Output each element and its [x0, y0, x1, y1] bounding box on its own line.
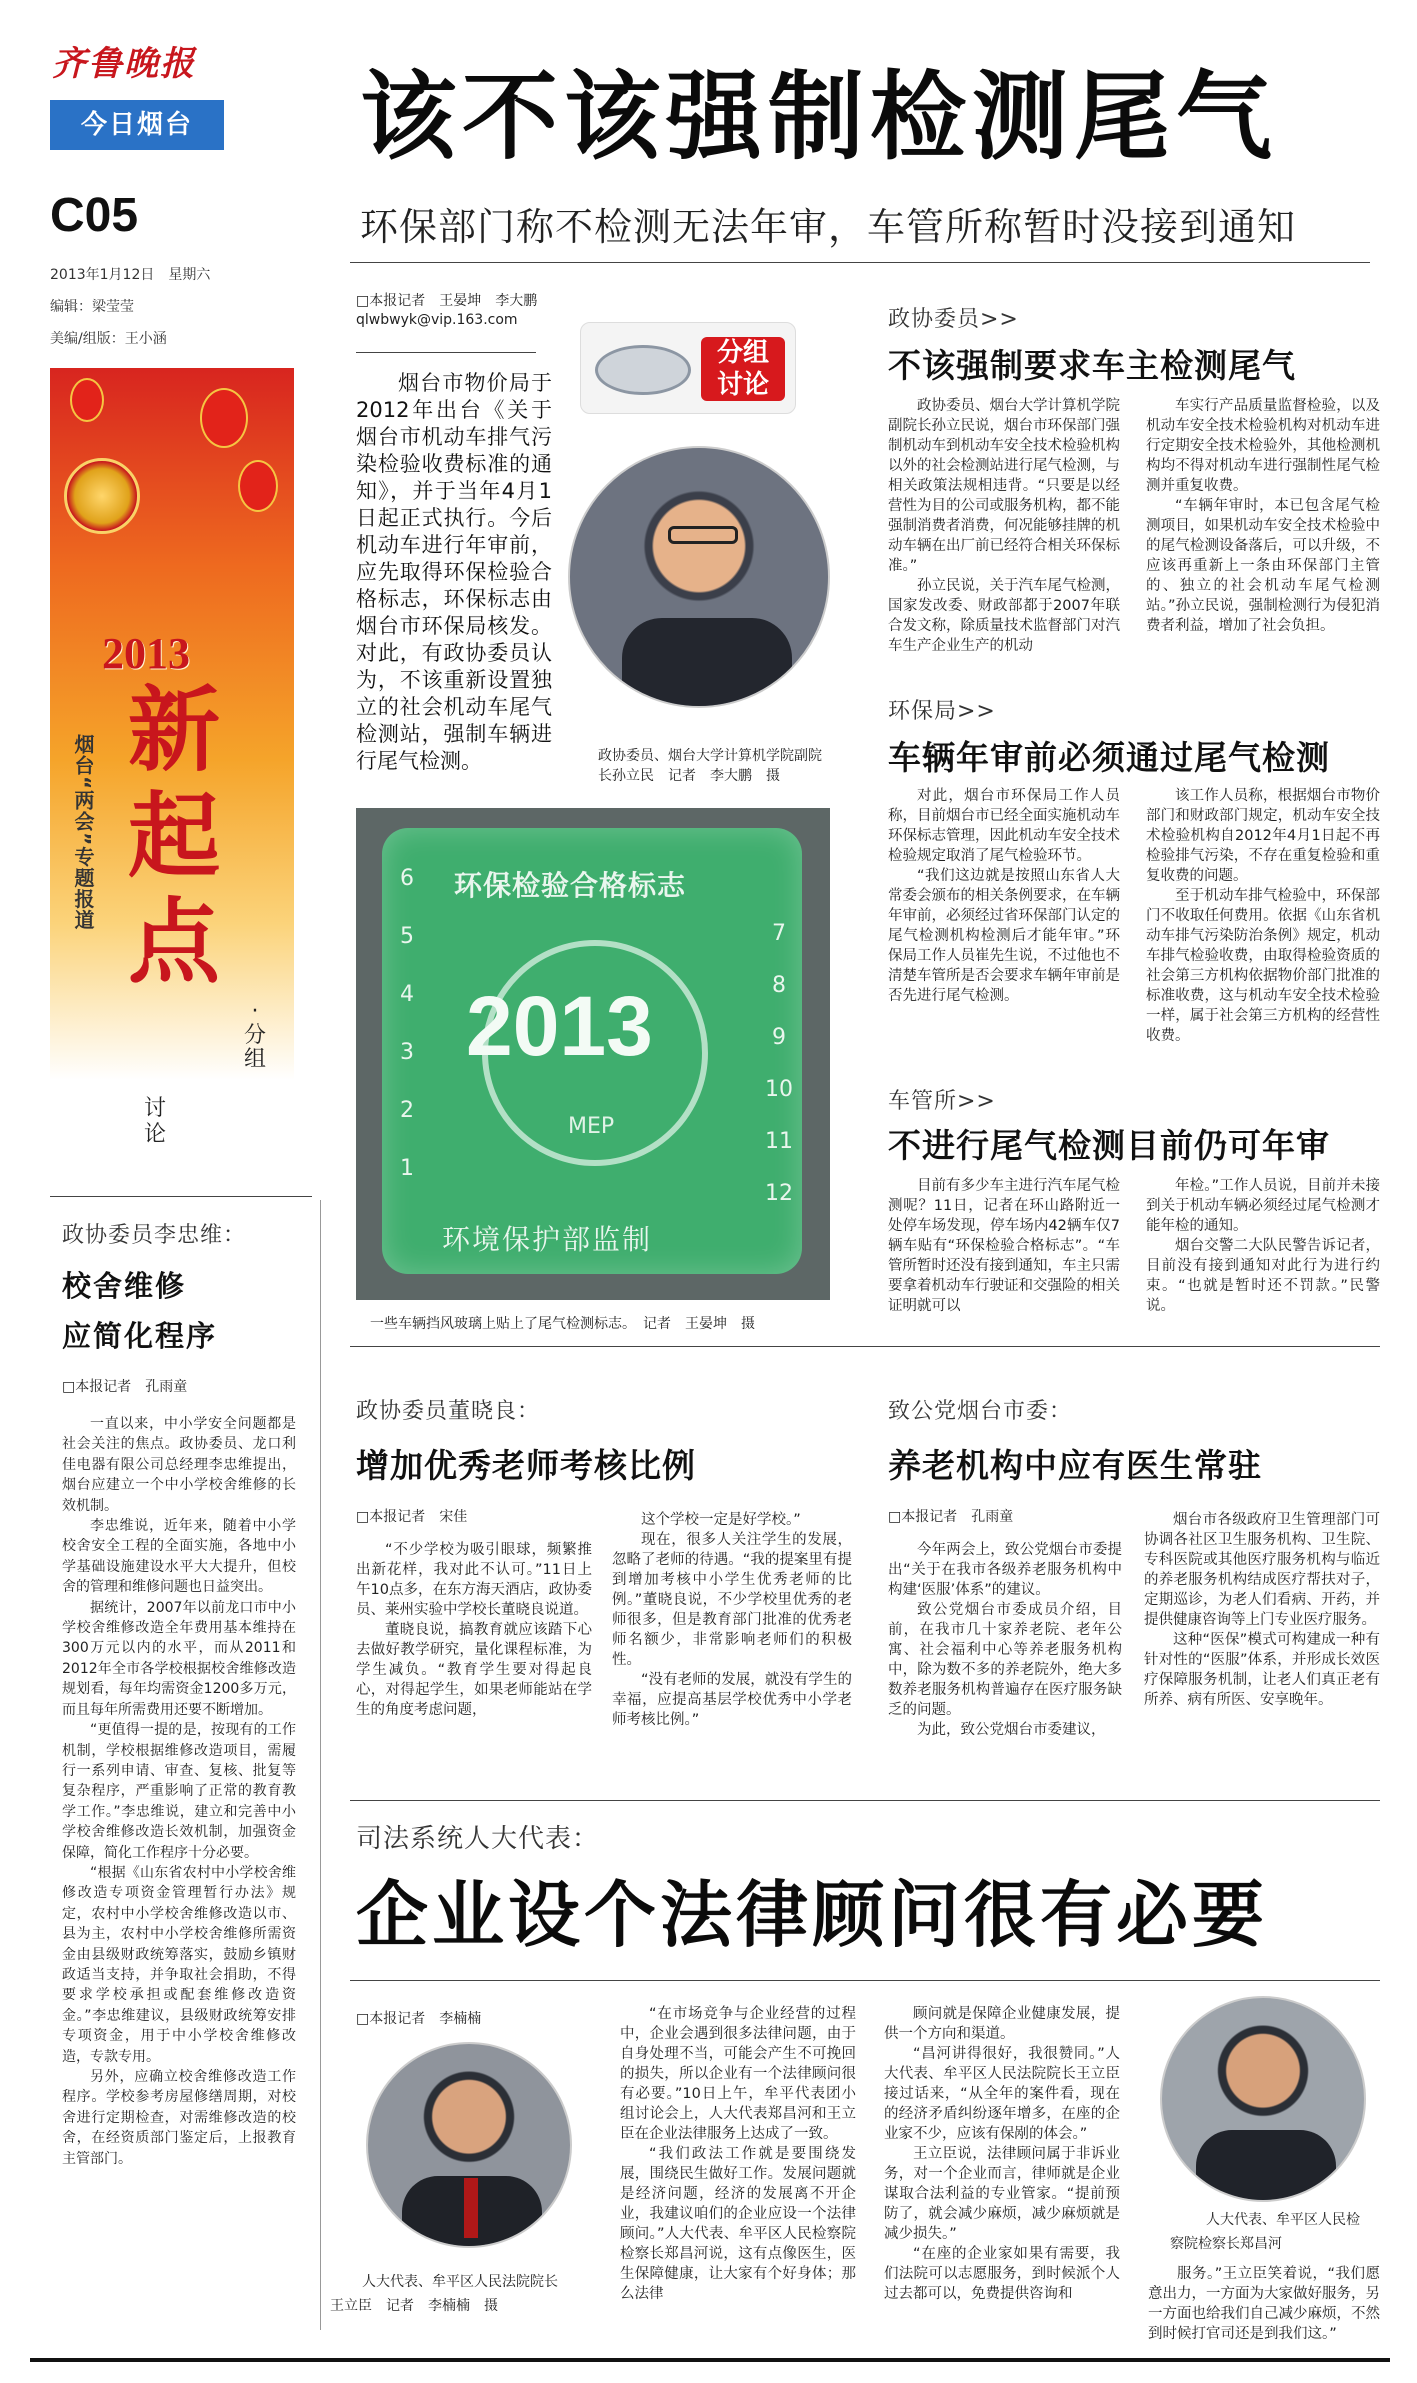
lead-subheadline: 环保部门称不检测无法年审，车管所称暂时没接到通知: [360, 205, 1297, 249]
section-badge: [50, 100, 224, 150]
tag-li: 政协委员李忠维：: [62, 1223, 247, 1248]
paragraph: “不少学校为吸引眼球，频繁推出新花样，我对此不认可。”11日上午10点多，在东方海天酒店，政协委员、莱州实验中学校长董晓良说道。: [356, 1542, 592, 1618]
byline-sifa: □本报记者 李楠楠: [356, 2011, 482, 2027]
tag-sifa: 司法系统人大代表：: [356, 1824, 600, 1854]
sticker: [382, 828, 802, 1274]
paragraph: “我们政法工作就是要围绕发展，围绕民生做好工作。发展问题就是经济问题，经济的发展离不开企业，我建议咱们的企业应设一个法律顾问。”人大代表、牟平区人民检察院检察长郑昌河说，这有点像医生，医生保障健康，让大家有个好身体；那么法律: [620, 2146, 856, 2302]
meeting-table-icon: [595, 345, 691, 395]
paragraph: 至于机动车排气检验中，环保部门不收取任何费用。依据《山东省机动车排气污染防治条例》规定，机动车排气检验收费，由取得检验资质的社会第三方机构依据物价部门批准的标准收费，这与机动车安全技术检验一样，属于社会第三方机构的经营性收费。: [1146, 888, 1380, 1044]
body-sifa-col2: [884, 2004, 1120, 2304]
lantern-icon: [70, 378, 104, 422]
paragraph: 董晓良说，搞教育就应该踏下心去做好教学研究，量化课程标准，为学生减负。“教育学生要对得起良心，对得起学生，如果老师能站在学生的角度考虑问题，: [356, 1622, 592, 1718]
title-li-line2: 应简化程序: [62, 1319, 218, 1353]
lead-headline: 该不该强制检测尾气: [360, 61, 1278, 173]
paragraph: “在市场竞争与企业经营的过程中，企业会遇到很多法律问题，由于自身处理不当，可能会产生不可挽回的损失，所以企业有一个法律顾问很有必要。”10日上午，牟平代表团小组讨论会上，人大代表郑昌河和王立臣在企业法律服务上达成了一致。: [620, 2006, 856, 2142]
paragraph: 一直以来，中小学安全问题都是社会关注的焦点。政协委员、龙口利佳电器有限公司总经理李忠维提出，烟台应建立一个中小学校舍维修的长效机制。: [62, 1416, 296, 1514]
sticker-caption: 一些车辆挡风玻璃上贴上了尾气检测标志。 记者 王晏坤 摄: [370, 1316, 755, 1332]
paragraph: 今年两会上，致公党烟台市委提出“关于在我市各级养老服务机构中构建‘医服’体系”的建议。: [888, 1542, 1122, 1598]
paragraph: 车实行产品质量监督检验，以及机动车安全技术检验机构对机动车进行定期安全技术检验外，其他检测机构均不得对机动车进行强制性尾气检测并重复收费。: [1146, 398, 1380, 494]
body-sifa-col1: [620, 2004, 856, 2304]
banner-title-char-2: 起: [128, 782, 221, 890]
paragraph: 该工作人员称，根据烟台市物价部门和财政部门规定，机动车安全技术检验机构自2012年4月1日起不再检验排气污染，不存在重复检验和重复收费的问题。: [1146, 788, 1380, 884]
sticker-numbers-left: [390, 850, 424, 1198]
banner-sub-char: 论: [143, 1122, 166, 1147]
portrait-sun-limin: [568, 446, 830, 708]
tag-zhengxie: 政协委员>>: [888, 307, 1019, 332]
sticker-number: 9: [772, 1025, 786, 1050]
body-cheguan-col1: [888, 1176, 1120, 1316]
tag-dong: 政协委员董晓良：: [356, 1399, 541, 1424]
tag-zhigong: 致公党烟台市委：: [888, 1399, 1073, 1424]
paragraph: 烟台交警二大队民警告诉记者，目前没有接到通知对此行为进行约束。“也就是暂时还不罚款。”民警说。: [1146, 1238, 1380, 1314]
paragraph: 为此，致公党烟台市委建议，: [917, 1722, 1106, 1738]
paper-logo: 齐鲁晚报: [52, 44, 196, 84]
paragraph: 顾问就是保障企业健康发展，提供一个方向和渠道。: [884, 2006, 1120, 2042]
sticker-agency: MEP: [568, 1114, 615, 1139]
body-sifa-col3: [1148, 2264, 1380, 2344]
sticker-number: 11: [765, 1129, 793, 1154]
banner-sub-char: ·: [251, 999, 259, 1024]
sticker-number: 6: [400, 866, 414, 891]
paragraph: 孙立民说，关于汽车尾气检测，国家发改委、财政部都于2007年联合发文称，除质量技术监督部门对汽车生产企业生产的机动: [888, 578, 1120, 654]
caption-sifa-right-1: 人大代表、牟平区人民检: [1206, 2212, 1360, 2228]
lead-byline: □本报记者 王晏坤 李大鹏: [356, 293, 538, 309]
glasses-icon: [668, 526, 738, 544]
paragraph: 另外，应确立校舍维修改造工作程序。学校参考房屋修缮周期，对校舍进行定期检查，对需维修改造的校舍，在经资质部门鉴定后，上报教育主管部门。: [62, 2069, 296, 2167]
suit-shape: [1196, 2130, 1336, 2202]
paragraph: 这个学校一定是好学校。”: [641, 1512, 801, 1528]
column-divider: [320, 1200, 321, 2330]
paragraph: 年检。”工作人员说，目前并未接到关于机动车辆必须经过尾气检测才能年检的通知。: [1146, 1178, 1380, 1234]
suit-shape: [622, 618, 792, 708]
divider: [350, 1980, 1380, 1981]
sticker-issuer: 环境保护部监制: [442, 1223, 653, 1256]
body-dong-col2: [612, 1510, 852, 1730]
issue-date: 2013年1月12日 星期六: [50, 267, 211, 283]
paragraph: 烟台市各级政府卫生管理部门可协调各社区卫生服务机构、卫生院、专科医院或其他医疗服务机构与临近的养老服务机构结成医疗帮扶对子，定期巡诊，为老人们看病、开药，并提供健康咨询等上门专业医疗服务。: [1144, 1512, 1380, 1628]
banner-panel: [50, 368, 294, 1080]
editor-credit: 编辑：梁莹莹: [50, 299, 134, 315]
paragraph: 现在，很多人关注学生的发展，忽略了老师的待遇。“我的提案里有提到增加考核中小学生优秀老师的比例。”董晓良说，不少学校里优秀的老师很多，但是教育部门批准的优秀老师名额少，非常影响老师们的积极性。: [612, 1532, 852, 1668]
tag-cheguan: 车管所>>: [888, 1089, 996, 1114]
divider: [350, 1346, 1380, 1347]
title-zhigong: 养老机构中应有医生常驻: [888, 1446, 1262, 1485]
discussion-badge-label: 分组讨论: [701, 337, 785, 401]
sticker-number: 12: [765, 1181, 793, 1206]
sticker-number: 8: [772, 973, 786, 998]
sticker-number: 2: [400, 1098, 414, 1123]
paragraph: “根据《山东省农村中小学校舍维修改造专项资金管理暂行办法》规定，农村中小学校舍维修改造以市、县为主，农村中小学校舍维修所需资金由县级财政统筹落实，鼓励乡镇财政适当支持，并争取社会捐助，不得要求学校承担或配套维修改造资金。”李忠维建议，县级财政统筹安排专项资金，用于中小学校舍维修改造，专款专用。: [62, 1864, 296, 2065]
divider: [50, 1196, 312, 1197]
sticker-number: 10: [765, 1077, 793, 1102]
banner-sub-label: [240, 1000, 270, 1072]
portrait-caption: 政协委员、烟台大学计算机学院副院长孙立民 记者 李大鹏 摄: [598, 748, 822, 784]
sticker-numbers-right: [762, 908, 796, 1220]
discussion-badge: [580, 322, 796, 414]
paragraph: “更值得一提的是，按现有的工作机制，学校根据维修改造项目，需履行一系列申请、审查、复核、批复等复杂程序，严重影响了正常的教育教学工作。”李忠维说，建立和完善中小学校舍维修改造长效机制，加强资金保障，简化工作程序十分必要。: [62, 1722, 296, 1861]
designer-credit: 美编/组版：王小涵: [50, 331, 167, 347]
title-li-line1: 校舍维修: [62, 1269, 187, 1303]
caption-sifa-left-1: 人大代表、牟平区人民法院院长: [362, 2274, 558, 2290]
paragraph: “在座的企业家如果有需要，我们法院可以志愿服务，到时候派个人过去都可以，免费提供咨询和: [884, 2246, 1120, 2302]
body-huanbao-col2: [1146, 786, 1380, 1046]
body-huanbao-col1: [888, 786, 1120, 1006]
paragraph: 这种“医保”模式可构建成一种有针对性的“医服”体系，并形成长效医疗保障服务机制，让老人们真正老有所养、病有所医、安享晚年。: [1144, 1632, 1380, 1708]
body-zhigong-col1: [888, 1540, 1122, 1740]
page-number: C05: [50, 189, 139, 242]
portrait-wang-lichen: [366, 2042, 572, 2248]
body-zhengxie-col1: [888, 396, 1120, 656]
sticker-title: 环保检验合格标志: [454, 869, 687, 902]
emblem-icon: [64, 458, 140, 534]
caption-sifa-left-2: 王立臣 记者 李楠楠 摄: [330, 2298, 498, 2314]
body-dong-col1: [356, 1540, 592, 1720]
banner-title-char-3: 点: [128, 888, 221, 996]
banner-year: 2013: [102, 629, 190, 678]
tie-shape: [464, 2178, 478, 2238]
paragraph: 对此，烟台市环保局工作人员称，目前烟台市已经全面实施机动车环保标志管理，因此机动车安全技术检验规定取消了尾气检验环节。: [888, 788, 1120, 864]
lead-email: qlwbwyk@vip.163.com: [356, 312, 518, 328]
paragraph: “没有老师的发展，就没有学生的幸福，应提高基层学校优秀中小学老师考核比例。”: [612, 1672, 852, 1728]
bottom-rule: [30, 2358, 1390, 2362]
body-li: [62, 1414, 296, 2169]
banner-sub-char: 组: [243, 1047, 266, 1072]
lead-intro: 烟台市物价局于2012年出台《关于烟台市机动车排气污染检验收费标准的通知》，并于当年4月1日起正式执行。今后机动车进行年审前，应先取得环保检验合格标志，环保标志由烟台市环保局核发。对此，有政协委员认为，不该重新设置独立的社会机动车尾气检测站，强制车辆进行尾气检测。: [356, 371, 552, 773]
paragraph: “昌河讲得很好，我很赞同。”人大代表、牟平区人民法院院长王立臣接过话来，“从全年的案件看，现在的经济矛盾纠纷逐年增多，在座的企业家不少，应该有保剐的体会。”: [884, 2046, 1120, 2142]
title-huanbao: 车辆年审前必须通过尾气检测: [888, 738, 1330, 777]
sticker-number: 5: [400, 924, 414, 949]
paragraph: 据统计，2007年以前龙口市中小学校舍维修改造全年费用基本维持在300万元以内的水平，而从2011和2012年全市各学校根据校舍维修改造规划看，每年均需资金1200多万元，而且每年所需费用还要不断增加。: [62, 1599, 296, 1718]
banner-title-char-1: 新: [128, 676, 221, 784]
paragraph: 服务。”王立臣笑着说，“我们愿意出力，一方面为大家做好服务，另一方面也给我们自己减少麻烦，不然到时候打官司还是到我们这。”: [1148, 2266, 1380, 2342]
inspection-sticker-photo: [356, 808, 830, 1300]
sticker-number: 3: [400, 1040, 414, 1065]
paragraph: 致公党烟台市委成员介绍，目前，在我市几十家养老院、老年公寓、社会福利中心等养老服务机构中，除为数不多的养老院外，绝大多数养老服务机构普遍存在医疗服务缺乏的问题。: [888, 1602, 1122, 1718]
divider: [350, 1800, 1380, 1801]
byline-li: □本报记者 孔雨童: [62, 1379, 188, 1395]
caption-sifa-right-2: 察院检察长郑昌河: [1170, 2236, 1282, 2252]
body-zhigong-col2: [1144, 1510, 1380, 1710]
section-badge-label: 今日烟台: [80, 110, 193, 140]
sticker-number: 7: [772, 921, 786, 946]
title-zhengxie: 不该强制要求车主检测尾气: [888, 346, 1296, 385]
paragraph: 李忠维说，近年来，随着中小学校舍安全工程的全面实施，各地中小学基础设施建设水平大大提升，但校舍的管理和维修问题也日益突出。: [62, 1518, 296, 1596]
body-zhengxie-col2: [1146, 396, 1380, 636]
divider: [356, 352, 536, 353]
byline-dong: □本报记者 宋佳: [356, 1509, 468, 1525]
paragraph: 王立臣说，法律顾问属于非诉业务，对一个企业而言，律师就是企业谋取合法利益的专业管家。“提前预防了，就会减少麻烦，减少麻烦就是减少损失。”: [884, 2146, 1120, 2242]
divider: [350, 262, 1370, 263]
title-sifa: 企业设个法律顾问很有必要: [356, 1873, 1269, 1957]
paragraph: “车辆年审时，本已包含尾气检测项目，如果机动车安全技术检验中的尾气检测设备落后，可以升级，不应该再重新上一条由环保部门主管的、独立的社会机动车尾气检测站。”孙立民说，强制检测行为侵犯消费者利益，增加了社会负担。: [1146, 498, 1380, 634]
paragraph: 政协委员、烟台大学计算机学院副院长孙立民说，烟台市环保部门强制机动车到机动车安全技术检验机构以外的社会检测站进行尾气检测，与相关政策法规相违背。“只要是以经营性为目的公司或服务机构，都不能强制消费者消费，何况能够挂牌的机动车辆在出厂前已经符合相关环保标准。”: [888, 398, 1120, 574]
paragraph: 目前有多少车主进行汽车尾气检测呢？11日，记者在环山路附近一处停车场发现，停车场内42辆车仅7辆车贴有“环保检验合格标志”。“车管所暂时还没有接到通知，车主只需要拿着机动车行驶证和交强险的相关证明就可以: [888, 1178, 1120, 1314]
lantern-icon: [200, 388, 248, 448]
tag-huanbao: 环保局>>: [888, 699, 996, 724]
title-dong: 增加优秀老师考核比例: [356, 1446, 696, 1485]
lantern-icon: [238, 460, 278, 512]
sticker-number: 4: [400, 982, 414, 1007]
title-cheguan: 不进行尾气检测目前仍可年审: [888, 1126, 1330, 1165]
sticker-number: 1: [400, 1156, 414, 1181]
banner-subtitle: 烟台“两会”专题报道: [71, 734, 95, 931]
banner-sub-char: 分: [243, 1023, 266, 1048]
banner-sub-label-tail: [140, 1096, 170, 1148]
sticker-year: 2013: [466, 979, 653, 1073]
paragraph: “我们这边就是按照山东省人大常委会颁布的相关条例要求，在车辆年审前，必须经过省环保部门认定的尾气检测机构检测后才能年审。”环保局工作人员崔先生说，不过他也不清楚车管所是否会要求车辆年审前是否先进行尾气检测。: [888, 868, 1120, 1004]
banner-sub-char: 讨: [143, 1096, 166, 1121]
byline-zhigong: □本报记者 孔雨童: [888, 1509, 1014, 1525]
portrait-zheng-changhe: [1160, 1996, 1366, 2202]
body-cheguan-col2: [1146, 1176, 1380, 1316]
